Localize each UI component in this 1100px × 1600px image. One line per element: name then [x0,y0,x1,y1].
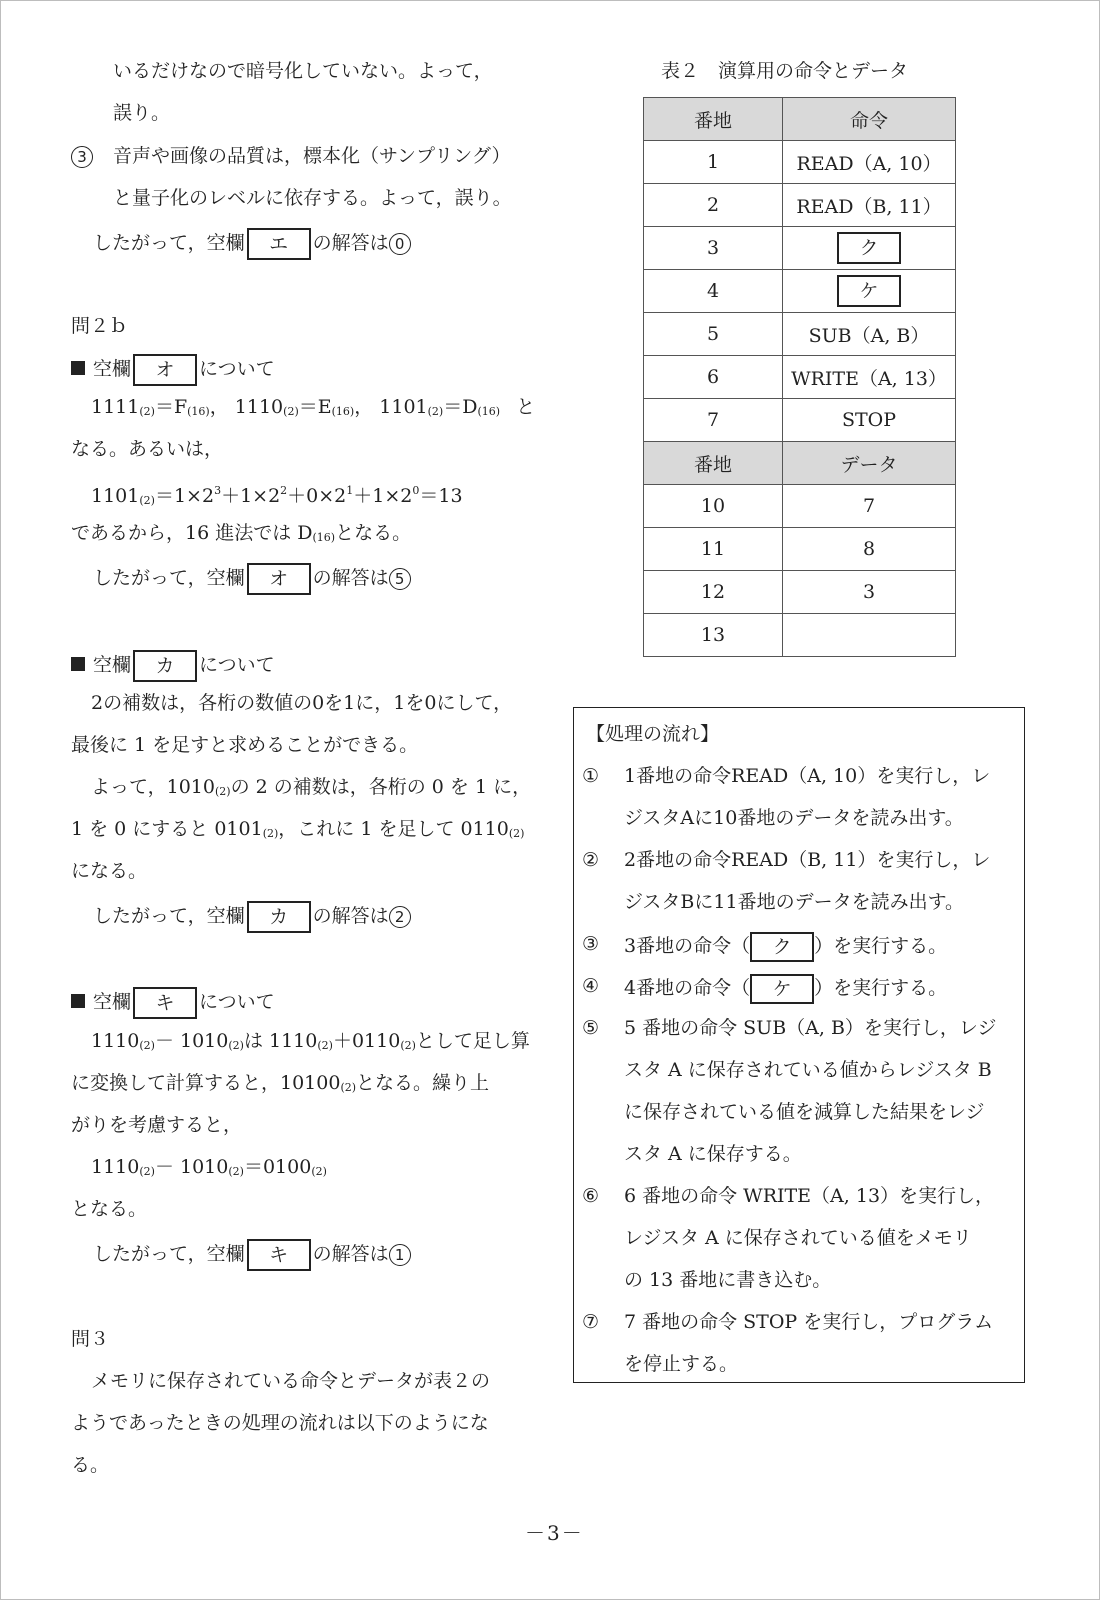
choice-number: 3 [71,146,93,168]
answer-line-ki: したがって，空欄 キ の解答は 1 [93,1239,411,1271]
flow-step-text: 3番地の命令（ ク ）を実行する。 [624,932,947,962]
answer-number: 2 [389,906,411,928]
blank-box-ku: ク [750,932,814,962]
instruction-data-table [643,97,956,657]
blank-box-e: エ [247,228,311,260]
flow-step-text: 2番地の命令READ（B, 11）を実行し，レ [624,849,991,871]
blank-box-ki: キ [133,987,197,1019]
step-marker: ⑥ [582,1185,600,1207]
table-row: 12 3 [644,571,956,614]
blank-box-ke: ケ [837,275,901,307]
blank-box-ki: キ [247,1239,311,1271]
table-header-row [644,442,956,485]
blank-box-o: オ [247,563,311,595]
blank-heading-ka: 空欄 カ について [71,650,275,682]
square-bullet-icon [71,994,85,1008]
header-cell-data: データ [783,442,956,485]
header-cell-address: 番地 [644,442,783,485]
table-row: 2 READ（B, 11） [644,184,956,227]
section-heading: 問２ｂ [71,315,129,337]
text-line: 1110(2)－ 1010(2)＝0100(2) [91,1156,327,1178]
step-marker: ② [582,849,600,871]
text-line: 誤り。 [113,102,171,124]
blank-box-ka: カ [133,650,197,682]
step-marker: ⑤ [582,1017,600,1039]
binary-expansion-line: $1101(2)=1\times 2^3+1\times 2^2+0\times 2^1+1\times 2^0=13$ [91,484,463,507]
table-row: 7 STOP [644,399,956,442]
step-marker: ⑦ [582,1311,600,1333]
flow-step-text: スタ A に保存する。 [624,1143,802,1165]
step-marker: ③ [582,933,600,955]
text-line: 1110(2)－ 1010(2)は 1110(2)＋0110(2)として足し算 [91,1030,530,1052]
text-line: 1 を 0 にすると 0101(2)，これに 1 を足して 0110(2) [71,818,525,840]
blank-box-ka: カ [247,901,311,933]
flow-title: 【処理の流れ】 [586,723,720,745]
process-flow-box [573,707,1025,1383]
flow-step-text: レジスタ A に保存されている値をメモリ [624,1227,972,1249]
blank-box-o: オ [133,354,197,386]
table-header-row [644,98,956,141]
blank-heading-ki: 空欄 キ について [71,987,275,1019]
text-line: であるから，16 進法では D(16)となる。 [71,522,412,544]
text-line: よって，1010(2)の 2 の補数は，各桁の 0 を 1 に， [91,776,532,798]
text-line: ようであったときの処理の流れは以下のようにな [71,1412,489,1434]
answer-line-e: したがって，空欄 エ の解答は 0 [93,228,411,260]
table-row: 10 7 [644,485,956,528]
header-cell-instruction: 命令 [783,98,956,141]
answer-number: 0 [389,233,411,255]
text-line: に変換して計算すると，10100(2)となる。繰り上 [71,1072,490,1094]
text-line: となる。 [71,1198,148,1220]
blank-box-ke: ケ [750,974,814,1004]
square-bullet-icon [71,657,85,671]
text-line: いるだけなので暗号化していない。よって， [113,60,493,82]
text-line: 2の補数は，各桁の数値の0を1に，1を0にして， [91,692,513,714]
flow-step-text: 1番地の命令READ（A, 10）を実行し，レ [624,765,991,787]
text-line: 最後に 1 を足すと求めることができる。 [71,734,419,756]
table-row: 6 WRITE（A, 13） [644,356,956,399]
flow-step-text: ジスタBに11番地のデータを読み出す。 [624,891,965,913]
table-row: 13 [644,614,956,657]
flow-step-text: 4番地の命令（ ケ ）を実行する。 [624,974,947,1004]
table-title: 表２ 演算用の命令とデータ [661,60,909,82]
text-line: になる。 [71,860,148,882]
text-line: 音声や画像の品質は，標本化（サンプリング） [113,145,511,167]
flow-step-text: を停止する。 [624,1353,739,1375]
flow-step-text: に保存されている値を減算した結果をレジ [624,1101,985,1123]
table-row: 4 ケ [644,270,956,313]
answer-number: 5 [389,568,411,590]
flow-step-text: 5 番地の命令 SUB（A, B）を実行し，レジ [624,1017,997,1039]
blank-heading-o: 空欄 オ について [71,354,275,386]
text-line [71,144,93,168]
text-line: なる。あるいは， [71,438,224,460]
flow-step-text: スタ A に保存されている値からレジスタ B [624,1059,992,1081]
text-line: る。 [71,1454,110,1476]
answer-line-o: したがって，空欄 オ の解答は 5 [93,563,411,595]
answer-line-ka: したがって，空欄 カ の解答は 2 [93,901,411,933]
step-marker: ④ [582,975,600,997]
answer-number: 1 [389,1244,411,1266]
text-line: がりを考慮すると， [71,1114,243,1136]
table-row: 11 8 [644,528,956,571]
text-line: メモリに保存されている命令とデータが表２の [91,1370,491,1392]
hex-equation-line: 1111(2)＝F(16)， 1110(2)＝E(16)， 1101(2)＝D(16) と [91,396,536,418]
flow-step-text: 6 番地の命令 WRITE（A, 13）を実行し， [624,1185,995,1207]
flow-step-text: ジスタAに10番地のデータを読み出す。 [624,807,964,829]
table-row: 5 SUB（A, B） [644,313,956,356]
section-heading: 問３ [71,1328,110,1350]
page-number: －3－ [525,1521,584,1545]
square-bullet-icon [71,361,85,375]
flow-step-text: 7 番地の命令 STOP を実行し，プログラム [624,1311,994,1333]
step-marker: ① [582,765,600,787]
header-cell-address: 番地 [644,98,783,141]
blank-box-ku: ク [837,232,901,264]
flow-step-text: の 13 番地に書き込む。 [624,1269,832,1291]
table-row: 1 READ（A, 10） [644,141,956,184]
text-line: と量子化のレベルに依存する。よって，誤り。 [113,187,512,209]
table-row: 3 ク [644,227,956,270]
